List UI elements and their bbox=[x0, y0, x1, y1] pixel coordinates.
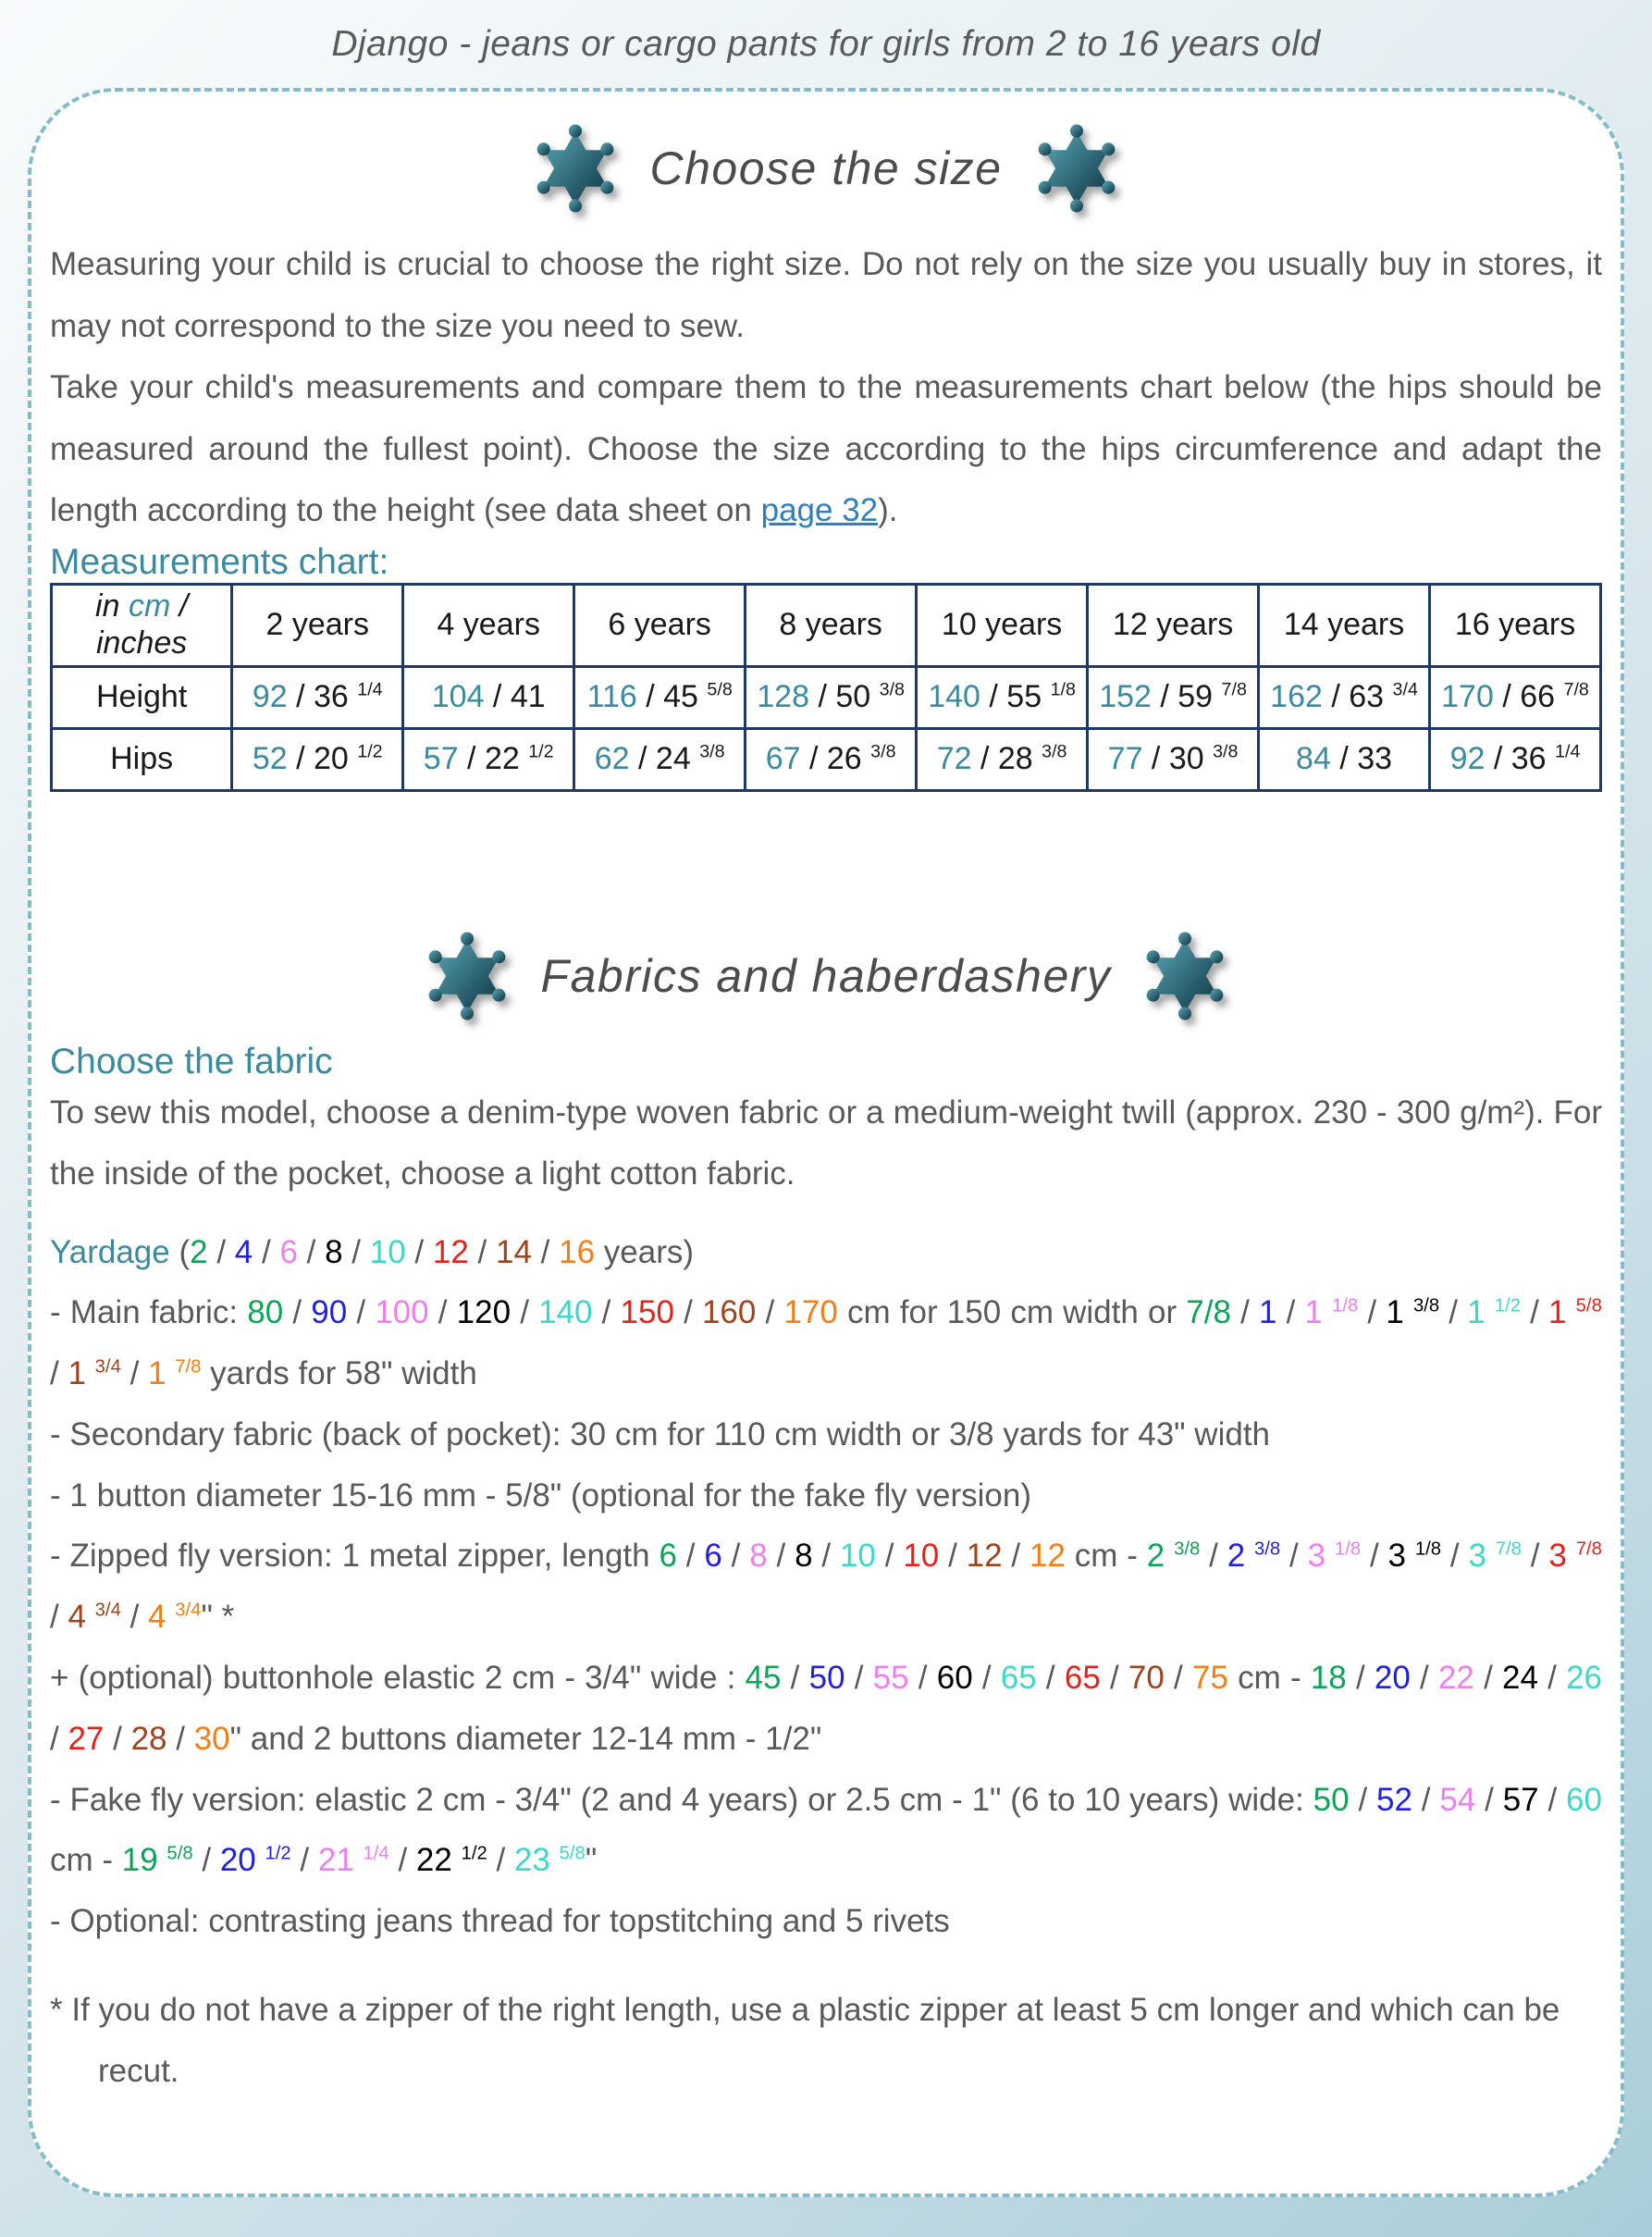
text-segment: 30 bbox=[193, 1720, 230, 1757]
text-segment: cm - bbox=[50, 1842, 122, 1879]
text-segment: 1/8 bbox=[1414, 1539, 1442, 1560]
text-segment: years) bbox=[595, 1233, 695, 1270]
text-segment: 8 bbox=[795, 1538, 813, 1575]
text-segment: 60 bbox=[936, 1660, 973, 1697]
measurement-cell bbox=[574, 666, 746, 728]
text-segment: 1 bbox=[1548, 1294, 1576, 1331]
sheriff-star-icon bbox=[426, 929, 508, 1023]
text-segment: 67 bbox=[765, 741, 801, 776]
text-segment: / bbox=[388, 1842, 416, 1879]
text-segment: 3/4 bbox=[94, 1356, 121, 1378]
text-segment: 65 bbox=[1000, 1660, 1037, 1697]
text-segment: 2 bbox=[1227, 1538, 1254, 1575]
text-segment: cm - bbox=[1227, 1660, 1311, 1697]
text-segment: 7/8 bbox=[1563, 679, 1589, 700]
height-row bbox=[52, 666, 1601, 728]
text-segment: 160 bbox=[701, 1294, 757, 1331]
measuring-paragraph: Measuring your child is crucial to choose the right size. Do not rely on the size you usually buy in stores, it may not correspond to the size you need to sew. bbox=[50, 246, 1602, 344]
hips-row-label: Hips bbox=[52, 728, 232, 790]
text-segment: 52 bbox=[1376, 1781, 1412, 1818]
text-segment: 52 bbox=[252, 741, 288, 776]
text-segment: 1/2 bbox=[461, 1843, 487, 1864]
text-segment: / 36 bbox=[1485, 741, 1556, 776]
text-segment: / bbox=[342, 1233, 370, 1270]
text-segment: / bbox=[1164, 1660, 1192, 1697]
yardage-title-line bbox=[50, 1222, 1602, 1283]
text-segment: ( bbox=[169, 1233, 191, 1270]
text-segment: / bbox=[1100, 1660, 1128, 1697]
text-segment: 1/8 bbox=[1050, 679, 1076, 700]
text-segment: / bbox=[972, 1660, 1001, 1697]
text-segment: 7/8 bbox=[1575, 1539, 1602, 1560]
measurement-cell bbox=[1430, 666, 1601, 728]
text-segment: 3 bbox=[1468, 1538, 1496, 1575]
sheriff-star-icon bbox=[1036, 121, 1117, 216]
text-segment: 170 bbox=[1441, 679, 1494, 714]
text-segment: / 45 bbox=[636, 679, 708, 714]
text-segment: / bbox=[468, 1233, 496, 1270]
text-segment: 5/8 bbox=[707, 679, 733, 700]
text-segment: 50 bbox=[808, 1660, 845, 1697]
text-segment: / bbox=[170, 588, 189, 624]
text-segment: in bbox=[95, 588, 129, 624]
measurement-cell bbox=[403, 666, 574, 728]
zipper-footnote: * If you do not have a zipper of the right length, use a plastic zipper at least 5 cm longer and which can be recut. bbox=[50, 1992, 1560, 2089]
text-segment: 92 bbox=[252, 679, 288, 714]
text-segment: / bbox=[166, 1720, 194, 1757]
text-segment: 45 bbox=[745, 1660, 782, 1697]
measurement-cell bbox=[403, 728, 574, 790]
text-segment: / 20 bbox=[287, 741, 358, 776]
content-box bbox=[28, 88, 1624, 2197]
text-segment: 10 bbox=[369, 1233, 406, 1270]
text-segment: 1 bbox=[68, 1355, 95, 1392]
text-segment: - Main fabric: bbox=[50, 1294, 248, 1331]
text-segment: 1/2 bbox=[1494, 1295, 1521, 1316]
text-segment: 10 bbox=[839, 1538, 876, 1575]
text-segment: 5/8 bbox=[166, 1843, 193, 1864]
text-segment: / 63 bbox=[1322, 679, 1393, 714]
text-segment: 1 bbox=[1258, 1294, 1277, 1331]
text-segment: 7/8 bbox=[1495, 1539, 1522, 1560]
text-segment: / 33 bbox=[1330, 741, 1393, 776]
text-segment: 140 bbox=[928, 679, 980, 714]
main-fabric-line bbox=[50, 1282, 1602, 1404]
text-segment: / 28 bbox=[971, 741, 1042, 776]
size-section-title: Choose the size bbox=[649, 142, 1003, 194]
measurement-cell bbox=[917, 666, 1088, 728]
text-segment: 12 bbox=[432, 1233, 469, 1270]
text-segment: / bbox=[781, 1660, 809, 1697]
text-segment: / bbox=[1200, 1538, 1227, 1575]
text-segment: " * bbox=[201, 1599, 235, 1636]
text-segment: 8 bbox=[749, 1538, 768, 1575]
text-segment: 1 bbox=[148, 1355, 176, 1392]
text-segment: / 24 bbox=[629, 741, 700, 776]
text-segment: " and 2 buttons diameter 12-14 mm - 1/2" bbox=[229, 1720, 822, 1757]
measurement-cell bbox=[574, 728, 746, 790]
text-segment: / bbox=[875, 1538, 904, 1575]
text-segment: 104 bbox=[431, 679, 485, 714]
measurements-chart-heading: Measurements chart: bbox=[50, 541, 389, 582]
text-segment: 3/8 bbox=[870, 741, 896, 762]
col-header-6-years: 6 years bbox=[574, 584, 746, 666]
text-segment: 60 bbox=[1566, 1781, 1602, 1818]
text-segment: 57 bbox=[423, 741, 459, 776]
text-segment: 72 bbox=[936, 741, 972, 776]
text-segment: 1/2 bbox=[528, 741, 554, 762]
text-segment: cm for 150 cm width or bbox=[837, 1294, 1187, 1331]
text-segment: 170 bbox=[783, 1294, 838, 1331]
text-segment: 116 bbox=[586, 679, 637, 714]
text-segment: / 59 bbox=[1151, 679, 1222, 714]
text-segment: 120 bbox=[456, 1294, 512, 1331]
text-segment: 1 bbox=[1304, 1294, 1333, 1331]
text-segment: 3 bbox=[1387, 1538, 1415, 1575]
zipped-fly-line bbox=[50, 1526, 1602, 1648]
optional-thread-line bbox=[50, 1891, 1602, 1952]
text-segment: / bbox=[1439, 1294, 1468, 1331]
sheriff-star-icon bbox=[535, 121, 616, 216]
text-segment: Take your child's measurements and compare them to the measurements chart below (the hips should be measured around the fullest point). Choose the size according to the hips circumference and adapt the length according to the height (see data sheet on bbox=[50, 369, 1602, 528]
text-segment: / bbox=[1475, 1781, 1503, 1818]
choose-fabric-heading: Choose the fabric bbox=[50, 1041, 333, 1081]
text-segment: 162 bbox=[1270, 679, 1323, 714]
text-segment: / bbox=[721, 1538, 750, 1575]
text-segment: / bbox=[531, 1233, 560, 1270]
text-segment: 12 bbox=[966, 1538, 1003, 1575]
text-segment: / 50 bbox=[809, 679, 880, 714]
text-segment: 16 bbox=[559, 1233, 596, 1270]
text-segment: 1/4 bbox=[357, 679, 383, 700]
text-segment: cm bbox=[128, 588, 171, 624]
text-segment: 3/4 bbox=[94, 1600, 121, 1621]
text-segment: 128 bbox=[757, 679, 809, 714]
text-segment: 3/8 bbox=[1412, 1295, 1440, 1316]
text-segment: - Zipped fly version: 1 metal zipper, length bbox=[50, 1538, 660, 1575]
fabric-intro-paragraph: To sew this model, choose a denim-type woven fabric or a medium-weight twill (approx. 230 - 300 g/m²). For the inside of the pocket, choose a light cotton fabric. bbox=[50, 1094, 1602, 1192]
text-segment: 6 bbox=[659, 1538, 677, 1575]
fake-fly-line bbox=[50, 1770, 1602, 1892]
text-segment: 57 bbox=[1502, 1781, 1539, 1818]
text-segment: 1/2 bbox=[265, 1843, 291, 1864]
text-segment: - 1 button diameter 15-16 mm - 5/8" (optional for the fake fly version) bbox=[50, 1477, 1031, 1514]
text-segment: / bbox=[1002, 1538, 1029, 1575]
text-segment: 22 bbox=[415, 1842, 462, 1879]
text-segment: / bbox=[767, 1538, 795, 1575]
text-segment: + (optional) buttonhole elastic 2 cm - 3/4" wide : bbox=[50, 1660, 746, 1697]
text-segment: 3/8 bbox=[1174, 1539, 1201, 1560]
take-measurements-paragraph bbox=[50, 357, 1602, 542]
measurement-cell bbox=[746, 728, 917, 790]
text-segment: / 55 bbox=[980, 679, 1051, 714]
measurement-cell bbox=[917, 728, 1088, 790]
text-segment: 55 bbox=[872, 1660, 909, 1697]
text-segment: 12 bbox=[1029, 1538, 1066, 1575]
text-segment: / bbox=[120, 1355, 149, 1392]
text-segment: 70 bbox=[1128, 1660, 1165, 1697]
fabrics-section-heading bbox=[50, 929, 1602, 1023]
text-segment: / 41 bbox=[484, 679, 546, 714]
text-segment: / bbox=[676, 1538, 705, 1575]
text-segment: / bbox=[673, 1294, 702, 1331]
measurement-cell bbox=[1088, 728, 1259, 790]
col-header-10-years: 10 years bbox=[917, 584, 1088, 666]
yardage-block bbox=[50, 1222, 1602, 1953]
text-segment: 7/8 bbox=[1186, 1294, 1231, 1331]
text-segment: 14 bbox=[496, 1233, 532, 1270]
text-segment: 3/8 bbox=[1042, 741, 1067, 762]
text-segment: 140 bbox=[538, 1294, 593, 1331]
text-segment: / bbox=[120, 1599, 149, 1636]
text-segment: 84 bbox=[1296, 741, 1331, 776]
text-segment: / bbox=[405, 1233, 433, 1270]
text-segment: 3 bbox=[1548, 1538, 1576, 1575]
buttonhole-elastic-line bbox=[50, 1648, 1602, 1770]
col-header-16-years: 16 years bbox=[1430, 584, 1601, 666]
text-segment: / bbox=[1361, 1538, 1388, 1575]
measurement-cell bbox=[232, 666, 403, 728]
text-segment: 26 bbox=[1566, 1660, 1602, 1697]
text-segment: 1/4 bbox=[1555, 741, 1581, 762]
text-segment: 19 bbox=[121, 1842, 167, 1879]
button-line bbox=[50, 1465, 1602, 1526]
text-segment: / bbox=[939, 1538, 967, 1575]
text-segment: / bbox=[1473, 1660, 1502, 1697]
text-segment: 3/4 bbox=[1392, 679, 1418, 700]
text-segment: 20 bbox=[1374, 1660, 1411, 1697]
text-segment: 50 bbox=[1313, 1781, 1350, 1818]
text-segment: / bbox=[428, 1294, 457, 1331]
text-segment: / bbox=[844, 1660, 873, 1697]
text-segment: / bbox=[347, 1294, 376, 1331]
measurement-cell bbox=[1430, 728, 1601, 790]
doc-title: Django - jeans or cargo pants for girls from 2 to 16 years old bbox=[331, 24, 1321, 64]
sheriff-star-icon bbox=[1144, 929, 1226, 1023]
text-segment: 18 bbox=[1310, 1660, 1347, 1697]
measurements-chart-table bbox=[50, 583, 1602, 792]
text-segment: 3/4 bbox=[175, 1600, 202, 1621]
text-segment: / 66 bbox=[1493, 679, 1564, 714]
secondary-fabric-line bbox=[50, 1404, 1602, 1465]
text-segment: 80 bbox=[247, 1294, 284, 1331]
text-segment: / bbox=[297, 1233, 326, 1270]
col-header-4-years: 4 years bbox=[403, 584, 574, 666]
text-segment: 22 bbox=[1437, 1660, 1474, 1697]
text-segment: 2 bbox=[190, 1233, 208, 1270]
text-segment: / bbox=[592, 1294, 621, 1331]
text-segment: / bbox=[50, 1599, 68, 1636]
text-segment: 6 bbox=[704, 1538, 722, 1575]
text-segment: 28 bbox=[130, 1720, 167, 1757]
text-segment: 4 bbox=[68, 1599, 95, 1636]
text-segment: / bbox=[1410, 1660, 1438, 1697]
text-segment: 21 bbox=[317, 1842, 364, 1879]
hips-row bbox=[52, 728, 1601, 790]
text-segment: inches bbox=[95, 624, 188, 661]
text-segment: Yardage bbox=[50, 1233, 170, 1270]
text-segment: 4 bbox=[148, 1599, 176, 1636]
height-row-label: Height bbox=[52, 666, 232, 728]
text-segment: / bbox=[1521, 1294, 1549, 1331]
text-segment: / bbox=[253, 1233, 280, 1270]
text-segment: yards for 58" width bbox=[201, 1355, 477, 1392]
text-segment: 2 bbox=[1146, 1538, 1175, 1575]
text-segment: 27 bbox=[68, 1720, 105, 1757]
text-segment: / bbox=[50, 1720, 68, 1757]
text-segment: - Fake fly version: elastic 2 cm - 3/4" (2 and 4 years) or 2.5 cm - 1" (6 to 10 years) wide: bbox=[50, 1781, 1313, 1818]
text-segment: 24 bbox=[1502, 1660, 1538, 1697]
text-segment: 10 bbox=[903, 1538, 940, 1575]
text-segment: 5/8 bbox=[1575, 1295, 1602, 1316]
measurement-cell bbox=[1259, 666, 1430, 728]
text-segment: " bbox=[585, 1842, 598, 1879]
text-segment: / bbox=[812, 1538, 840, 1575]
text-segment: / bbox=[1230, 1294, 1259, 1331]
text-segment: / bbox=[283, 1294, 312, 1331]
col-header-12-years: 12 years bbox=[1088, 584, 1259, 666]
table-header-row bbox=[52, 584, 1601, 666]
section-spacer bbox=[50, 792, 1602, 923]
text-segment: / bbox=[1538, 1781, 1567, 1818]
text-segment: 1/8 bbox=[1332, 1295, 1359, 1316]
text-segment: 1 bbox=[1386, 1294, 1413, 1331]
text-segment: / bbox=[50, 1355, 68, 1392]
text-segment: / bbox=[1036, 1660, 1065, 1697]
text-segment: / bbox=[1358, 1294, 1387, 1331]
text-segment: 1/4 bbox=[363, 1843, 389, 1864]
text-segment: / bbox=[104, 1720, 131, 1757]
measurement-cell bbox=[1088, 666, 1259, 728]
text-segment: 23 bbox=[513, 1842, 560, 1879]
text-segment: 90 bbox=[311, 1294, 348, 1331]
text-segment: / 36 bbox=[287, 679, 358, 714]
text-segment: 100 bbox=[375, 1294, 429, 1331]
text-segment: 3/8 bbox=[879, 679, 905, 700]
col-header-2-years: 2 years bbox=[232, 584, 403, 666]
text-segment: / 22 bbox=[458, 741, 529, 776]
text-segment: / bbox=[908, 1660, 937, 1697]
text-segment: / bbox=[1349, 1781, 1377, 1818]
text-segment: / bbox=[511, 1294, 539, 1331]
text-segment: 62 bbox=[594, 741, 630, 776]
text-segment: 4 bbox=[234, 1233, 253, 1270]
text-segment: / bbox=[207, 1233, 235, 1270]
text-segment: 3 bbox=[1307, 1538, 1335, 1575]
text-segment: / bbox=[1276, 1294, 1305, 1331]
text-segment: 92 bbox=[1449, 741, 1486, 776]
text-segment: 150 bbox=[620, 1294, 674, 1331]
text-segment: 20 bbox=[219, 1842, 265, 1879]
text-segment: / bbox=[1280, 1538, 1308, 1575]
measurement-cell bbox=[232, 728, 403, 790]
text-segment: 6 bbox=[279, 1233, 298, 1270]
text-segment: 1/8 bbox=[1334, 1539, 1362, 1560]
text-segment: / bbox=[192, 1842, 220, 1879]
text-segment: 3/8 bbox=[1213, 741, 1239, 762]
text-segment: 3/8 bbox=[699, 741, 725, 762]
text-segment: / 30 bbox=[1142, 741, 1214, 776]
text-segment: - Secondary fabric (back of pocket): 30 cm for 110 cm width or 3/8 yards for 43" width bbox=[50, 1415, 1271, 1452]
text-segment: 7/8 bbox=[175, 1356, 202, 1378]
text-segment: 152 bbox=[1099, 679, 1152, 714]
size-section-heading bbox=[50, 121, 1602, 216]
text-segment: / bbox=[1441, 1538, 1469, 1575]
text-segment: / bbox=[1346, 1660, 1375, 1697]
text-segment: 54 bbox=[1439, 1781, 1476, 1818]
text-segment: 1 bbox=[1467, 1294, 1495, 1331]
text-segment: 3/8 bbox=[1254, 1539, 1281, 1560]
text-segment: ). bbox=[878, 492, 898, 528]
page-32-link[interactable]: page 32 bbox=[760, 492, 879, 528]
text-segment: 5/8 bbox=[559, 1843, 586, 1864]
col-header-8-years: 8 years bbox=[746, 584, 917, 666]
table-corner-header bbox=[52, 584, 232, 666]
text-segment: / bbox=[487, 1842, 514, 1879]
text-segment: 8 bbox=[325, 1233, 343, 1270]
text-segment: / bbox=[1412, 1781, 1440, 1818]
text-segment: / bbox=[1521, 1538, 1549, 1575]
text-segment: 65 bbox=[1064, 1660, 1101, 1697]
text-segment: / 26 bbox=[800, 741, 871, 776]
text-segment: / bbox=[290, 1842, 318, 1879]
text-segment: / bbox=[1537, 1660, 1567, 1697]
fabrics-section-title: Fabrics and haberdashery bbox=[540, 949, 1112, 1002]
measurement-cell bbox=[746, 666, 917, 728]
col-header-14-years: 14 years bbox=[1259, 584, 1430, 666]
text-segment: 75 bbox=[1191, 1660, 1228, 1697]
text-segment: cm - bbox=[1065, 1538, 1147, 1575]
text-segment: 7/8 bbox=[1221, 679, 1247, 700]
text-segment: 1/2 bbox=[357, 741, 383, 762]
measurement-cell bbox=[1259, 728, 1430, 790]
text-segment: / bbox=[756, 1294, 784, 1331]
text-segment: - Optional: contrasting jeans thread for topstitching and 5 rivets bbox=[50, 1903, 950, 1940]
text-segment: 77 bbox=[1107, 741, 1143, 776]
